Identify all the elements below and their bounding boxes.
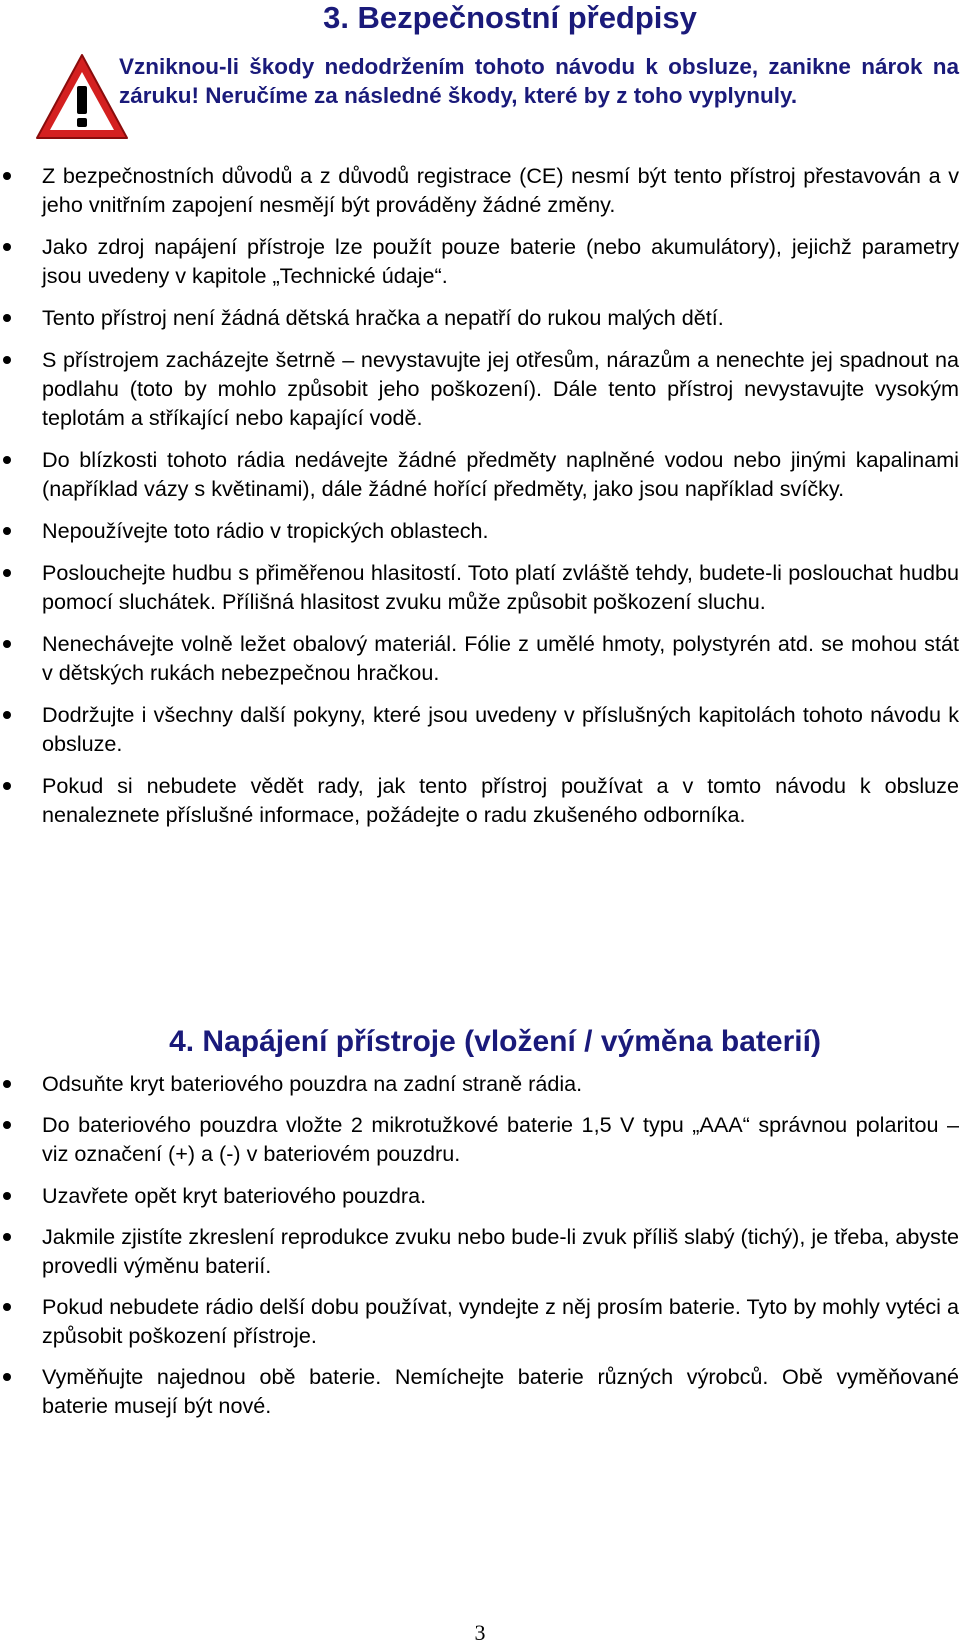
list-item-text: Pokud si nebudete vědět rady, jak tento přístroj používat a v tomto návodu k obsluze nenaleznete příslušné informace, požádejte o radu zkušeného odborníka. [42,773,959,827]
list-item-text: Uzavřete opět kryt bateriového pouzdra. [42,1183,427,1208]
list-item [0,1181,959,1210]
list-item [0,516,959,545]
list-item-text: Poslouchejte hudbu s přiměřenou hlasitostí. Toto platí zvláště tehdy, budete-li poslouchat hudbu pomocí sluchátek. Přílišná hlasitost zvuku může způsobit poškození sluchu. [42,560,959,614]
list-item-text: Do bateriového pouzdra vložte 2 mikrotužkové baterie 1,5 V typu „AAA“ správnou polaritou – viz označení (+) a (-) v bateriovém pouzdru. [42,1112,959,1166]
bullet-icon [3,1080,11,1088]
list-item [0,303,959,332]
bullet-icon [3,569,11,577]
list-item [0,1069,959,1098]
section-3-title: 3. Bezpečnostní předpisy [323,0,697,35]
list-item-text: Jakmile zjistíte zkreslení reprodukce zvuku nebo bude-li zvuk příliš slabý (tichý), je třeba, abyste provedli výměnu baterií. [42,1224,959,1278]
list-item [0,1362,959,1420]
bullet-icon [3,1303,11,1311]
list-item-text: Tento přístroj není žádná dětská hračka a nepatří do rukou malých dětí. [42,305,724,330]
page-number: 3 [474,1620,486,1645]
list-item [0,445,959,503]
list-item-text: Vyměňujte najednou obě baterie. Nemíchejte baterie různých výrobců. Obě vyměňované baterie musejí být nové. [42,1364,959,1418]
list-item-text: S přístrojem zacházejte šetrně – nevystavujte jej otřesům, nárazům a nenechte jej spadnout na podlahu (toto by mohlo způsobit jeho poškození). Dále tento přístroj nevystavujte vysokým teplotám a stříkající nebo kapající vodě. [42,347,959,430]
list-item [0,558,959,616]
safety-bullet-list [0,161,960,829]
list-item-text: Z bezpečnostních důvodů a z důvodů registrace (CE) nesmí být tento přístroj přestavován a v jeho vnitřním zapojení nesmějí být prováděny žádné změny. [42,163,959,217]
list-item-text: Odsuňte kryt bateriového pouzdra na zadní straně rádia. [42,1071,583,1096]
list-item-text: Nenechávejte volně ležet obalový materiál. Fólie z umělé hmoty, polystyrén atd. se mohou stát v dětských rukách nebezpečnou hračkou. [42,631,959,685]
list-item-text: Do blízkosti tohoto rádia nedávejte žádné předměty naplněné vodou nebo jinými kapalinami (například vázy s květinami), dále žádné hořící předměty, jako jsou například svíčky. [42,447,959,501]
bullet-icon [3,172,11,180]
list-item-text: Jako zdroj napájení přístroje lze použít pouze baterie (nebo akumulátory), jejichž parametry jsou uvedeny v kapitole „Technické údaje“. [42,234,959,288]
bullet-icon [3,527,11,535]
list-item [0,161,959,219]
warranty-warning: Vzniknou-li škody nedodržením tohoto návodu k obsluze, zanikne nárok na záruku! Neručíme za následné škody, které by z toho vyplynuly. [119,54,959,108]
bullet-icon [3,314,11,322]
battery-bullet-list [0,1069,960,1420]
bullet-icon [3,1192,11,1200]
bullet-icon [3,1233,11,1241]
list-item [0,232,959,290]
section-4-title: 4. Napájení přístroje (vložení / výměna baterií) [169,1025,821,1058]
bullet-icon [3,356,11,364]
bullet-icon [3,711,11,719]
list-item [0,629,959,687]
list-item [0,1110,959,1168]
bullet-icon [3,640,11,648]
list-item [0,345,959,432]
bullet-icon [3,782,11,790]
bullet-icon [3,1121,11,1129]
list-item [0,1222,959,1280]
list-item [0,1292,959,1350]
list-item [0,771,959,829]
list-item [0,700,959,758]
list-item-text: Pokud nebudete rádio delší dobu používat, vyndejte z něj prosím baterie. Tyto by mohly vytéci a způsobit poškození přístroje. [42,1294,959,1348]
list-item-text: Dodržujte i všechny další pokyny, které jsou uvedeny v příslušných kapitolách tohoto návodu k obsluze. [42,702,959,756]
bullet-icon [3,243,11,251]
list-item-text: Nepoužívejte toto rádio v tropických oblastech. [42,518,489,543]
bullet-icon [3,456,11,464]
bullet-icon [3,1373,11,1381]
warning-triangle-icon [34,52,130,142]
